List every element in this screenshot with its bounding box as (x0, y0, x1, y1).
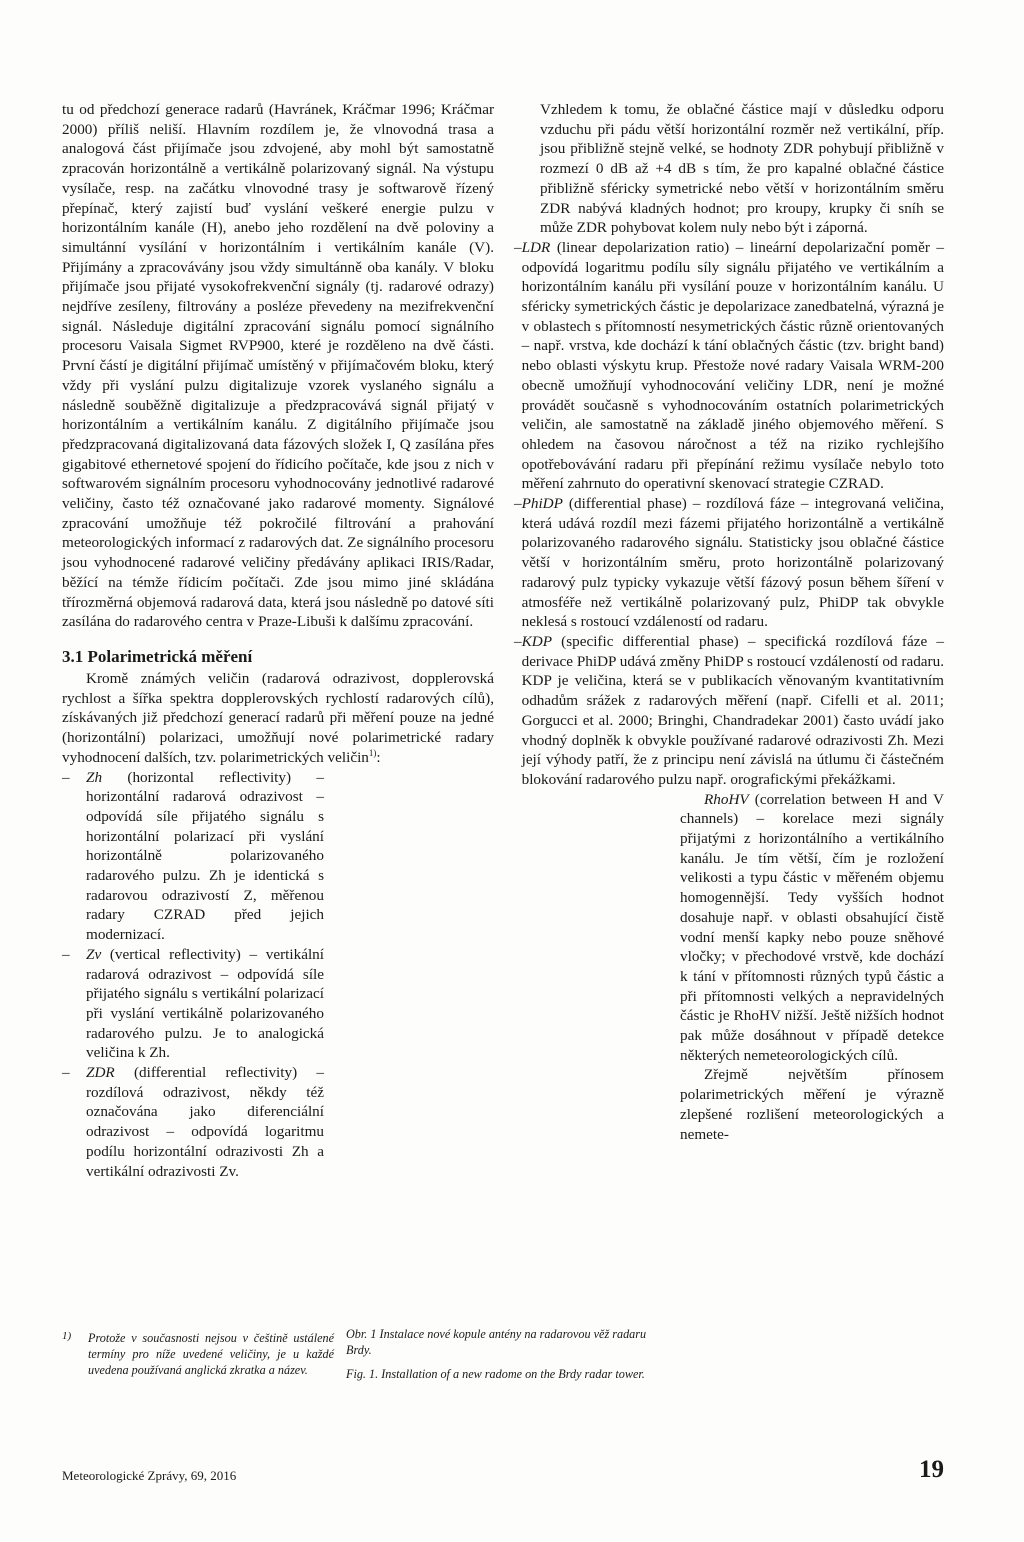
term-zdr: ZDR (86, 1064, 115, 1082)
footnote-mark: 1) (62, 1330, 72, 1342)
narrow-list (62, 768, 324, 1182)
right-column (514, 100, 944, 1144)
paragraph-benefits: Zřejmě největším přínosem polarimetrických měření je výrazně zlepšené rozlišení meteorologických a nemete- (680, 1066, 944, 1143)
list-item-zdr: – ZDR (differential reflectivity) – rozdílová odrazivost, někdy též označována jako diferenciální odrazivost – odpovídá logaritmu podílu horizontální odrazivosti Zh a vertikální odrazivosti Zv. (62, 1064, 324, 1180)
footnote-ref[interactable]: 1) (368, 747, 377, 758)
footnote-text: Protože v současnosti nejsou v češtině ustálené termíny pro níže uvedené veličiny, je u každé uvedena používaná anglická zkratka a název. (88, 1331, 334, 1377)
paragraph-zdr-continued: Vzhledem k tomu, že oblačné částice mají v důsledku odporu vzduchu při pádu větší horizontální rozměr než vertikální, příp. jsou přibližně stejně velké, se hodnoty ZDR pohybují přibližně v rozmezí 0 dB až +4 dB s tím, že pro kapalné oblačné částice přibližně sféricky symetrické nebo větší v horizontálním směru ZDR nabývá kladných hodnot; pro kroupy, krupky či sníh se může ZDR pohybovat kolem nuly nebo být i záporná. (540, 101, 944, 237)
footnote (62, 1330, 334, 1378)
term-zh: Zh (86, 768, 103, 786)
term-ldr: LDR (521, 238, 551, 256)
list-item-kdp: – KDP (specific differential phase) – specifická rozdílová fáze – derivace PhiDP udává změny PhiDP s rostoucí vzdáleností od radaru. KDP je veličina, která se v publikacích věnovaným kvantitativním odhadům srážek z radarových měření (např. Cifelli et al. 2011; Gorgucci et al. 2000; Bringhi, Chandradekar 2001) často uvádí jako vhodný doplněk k obvykle používané radarové odrazivosti Zh. Mezi její výhody patří, že z principu není závislá na útlumu či částečném blokování radarového pulzu např. orografickými překážkami. (514, 632, 944, 788)
term-rhohv: RhoHV (704, 790, 749, 808)
section-heading: 3.1 Polarimetrická měření (62, 646, 253, 666)
list-item-ldr: – LDR (linear depolarization ratio) – lineární depolarizační poměr – odpovídá logaritmu podílu síly signálu přijatého ve vertikálním a horizontálním kanálu při vysílání pouze v horizontálním kanálu. U sféricky symetrických částic je depolarizace zanedbatelná, výrazná je v oblastech s přítomností nesymetrických částic různě orientovaných – např. vrstva, kde dochází k tání oblačných částic (tzv. bright band) nebo oblasti výskytu krup. Přestože nové radary Vaisala WRM-200 obecně umožňují vyhodnocování veličiny LDR, není je možné provádět současně s vyhodnocováním ostatních polarimetrických veličin, ale samostatně na základě jiného objemového měření. S ohledem na časovou náročnost a též na riziko rychlejšího opotřebovávání radaru při přepínání režimu vysílače nebylo toto měření zahrnuto do operativní skenovací strategie CZRAD. (514, 238, 944, 493)
paragraph-rhohv: RhoHV (correlation between H and V channels) – korelace mezi signály přijatými z horizontálního a vertikálního kanálu. Je tím větší, čím je rozložení velikosti a typu částic v měřeném objemu homogennější. Tedy vyšších hodnot dosahuje např. v oblasti obsahující čistě vodní menší kapky nebo pouze sněhové vločky; v přechodové vrstvě, kde dochází k tání v přítomnosti různých typů částic a při přítomnosti velkých a nepravidelných částic je RhoHV nižší. Ještě nižších hodnot pak může dosáhnout v případě detekce některých nemeteorologických cílů. (680, 790, 944, 1064)
paragraph-radar-description: tu od předchozí generace radarů (Havránek, Kráčmar 1996; Kráčmar 2000) příliš neliší. Hlavním rozdílem je, že vlnovodná trasa a analogová část přijímače jsou zdvojené, aby mohl být samostatně zpracován horizontálně a vertikálně polarizovaný signál. Na výstupu vysílače, resp. na začátku vlnovodné trasy je softwarově řízený přepínač, který zajistí buď vyslání veškeré energie pulzu v horizontálním kanále (H), anebo jeho rozdělení na dvě poloviny a simultánní vysílání v horizontálním i vertikálním kanále (V). Přijímány a zpracovávány jsou vždy simultánně oba kanály. V bloku přijímače jsou přijaté vysokofrekvenční signály (tj. radarové odrazy) nejdříve zesíleny, filtrovány a posléze převedeny na mezifrekvenční signál. Následuje digitální zpracování signálu pomocí signálního procesoru Vaisala Sigmet RVP900, které je rozděleno na dvě části. První částí je digitální přijímač umístěný v přijímačovém bloku, který vždy při vyslání pulzu digitalizuje vzorek vyslaného signálu a následně souběžně digitalizuje a předzpracovává signál přijatý v horizontálním a vertikálním kanálu. Z digitálního přijímače jsou předzpracovaná digitalizovaná data fázových složek I, Q zasílána přes gigabitové ethernetové spojení do řídicího počítače, kde jsou z nich v softwarovém signálním procesoru vyhodnocovány jednotlivé radarové veličiny, často též označované jako radarové momenty. Signálové zpracování umožňuje též pokročilé filtrování a prahování meteorologických informací z radarových dat. Ze signálního procesoru jsou vyhodnocené radarové veličiny předávány aplikaci IRIS/Radar, běžící na témže řídicím počítači. Zde jsou mimo jiné skládána třírozměrná objemová radarová data, která jsou následně po datové síti zasílána do radarového centra v Praze-Libuši k dalšímu zpracování. (62, 101, 494, 631)
footer-journal: Meteorologické Zprávy, 69, 2016 (62, 1468, 237, 1483)
page-number: 19 (919, 1456, 944, 1483)
term-phidp: PhiDP (521, 495, 563, 513)
figure-caption (346, 1326, 666, 1390)
list-item-zh: – Zh (horizontal reflectivity) – horizontální radarová odrazivost – odpovídá síle přijatého signálu s horizontální polarizací při vyslání horizontálně polarizovaného radarového pulzu. Zh je identická s radarovou odrazivostí Z, měřenou radary CZRAD před jejich modernizací. (62, 768, 324, 944)
caption-english: Fig. 1. Installation of a new radome on the Brdy radar tower. (346, 1367, 645, 1381)
term-zv: Zv (86, 945, 102, 963)
list-item-zv: – Zv (vertical reflectivity) – vertikální radarová odrazivost – odpovídá síle přijatého signálu s vertikální polarizací při vyslání vertikálně polarizovaného radarového pulzu. Je to analogická veličina k Zh. (62, 945, 324, 1062)
caption-czech: Obr. 1 Instalace nové kopule antény na radarovou věž radaru Brdy. (346, 1327, 647, 1357)
list-item-phidp: – PhiDP (differential phase) – rozdílová fáze – integrovaná veličina, která udává rozdíl mezi fázemi přijatého horizontálně a vertikálně polarizovaného radarového signálu. Statisticky jsou oblačné částice větší v horizontálním směru, proto horizontálně polarizovaný radarový pulz typicky vykazuje větší fázový posun během šíření v atmosféře než vertikálně polarizovaný pulz, PhiDP tak obvykle neklesá s rostoucí vzdáleností od radaru. (514, 495, 944, 631)
term-kdp: KDP (521, 632, 552, 650)
narrow-list-right (680, 790, 944, 1145)
paragraph-polarimetric-intro: Kromě známých veličin (radarová odrazivost, dopplerovská rychlost a šířka spektra dopplerovských rychlostí radarových cílů), získávaných již předchozí generací radarů při měření pouze na jedné (horizontální) polarizaci, umožňují nové polarimetrické radary vyhodnocení dalších, tzv. polarimetrických veličin$^{1)}$: (62, 669, 494, 766)
